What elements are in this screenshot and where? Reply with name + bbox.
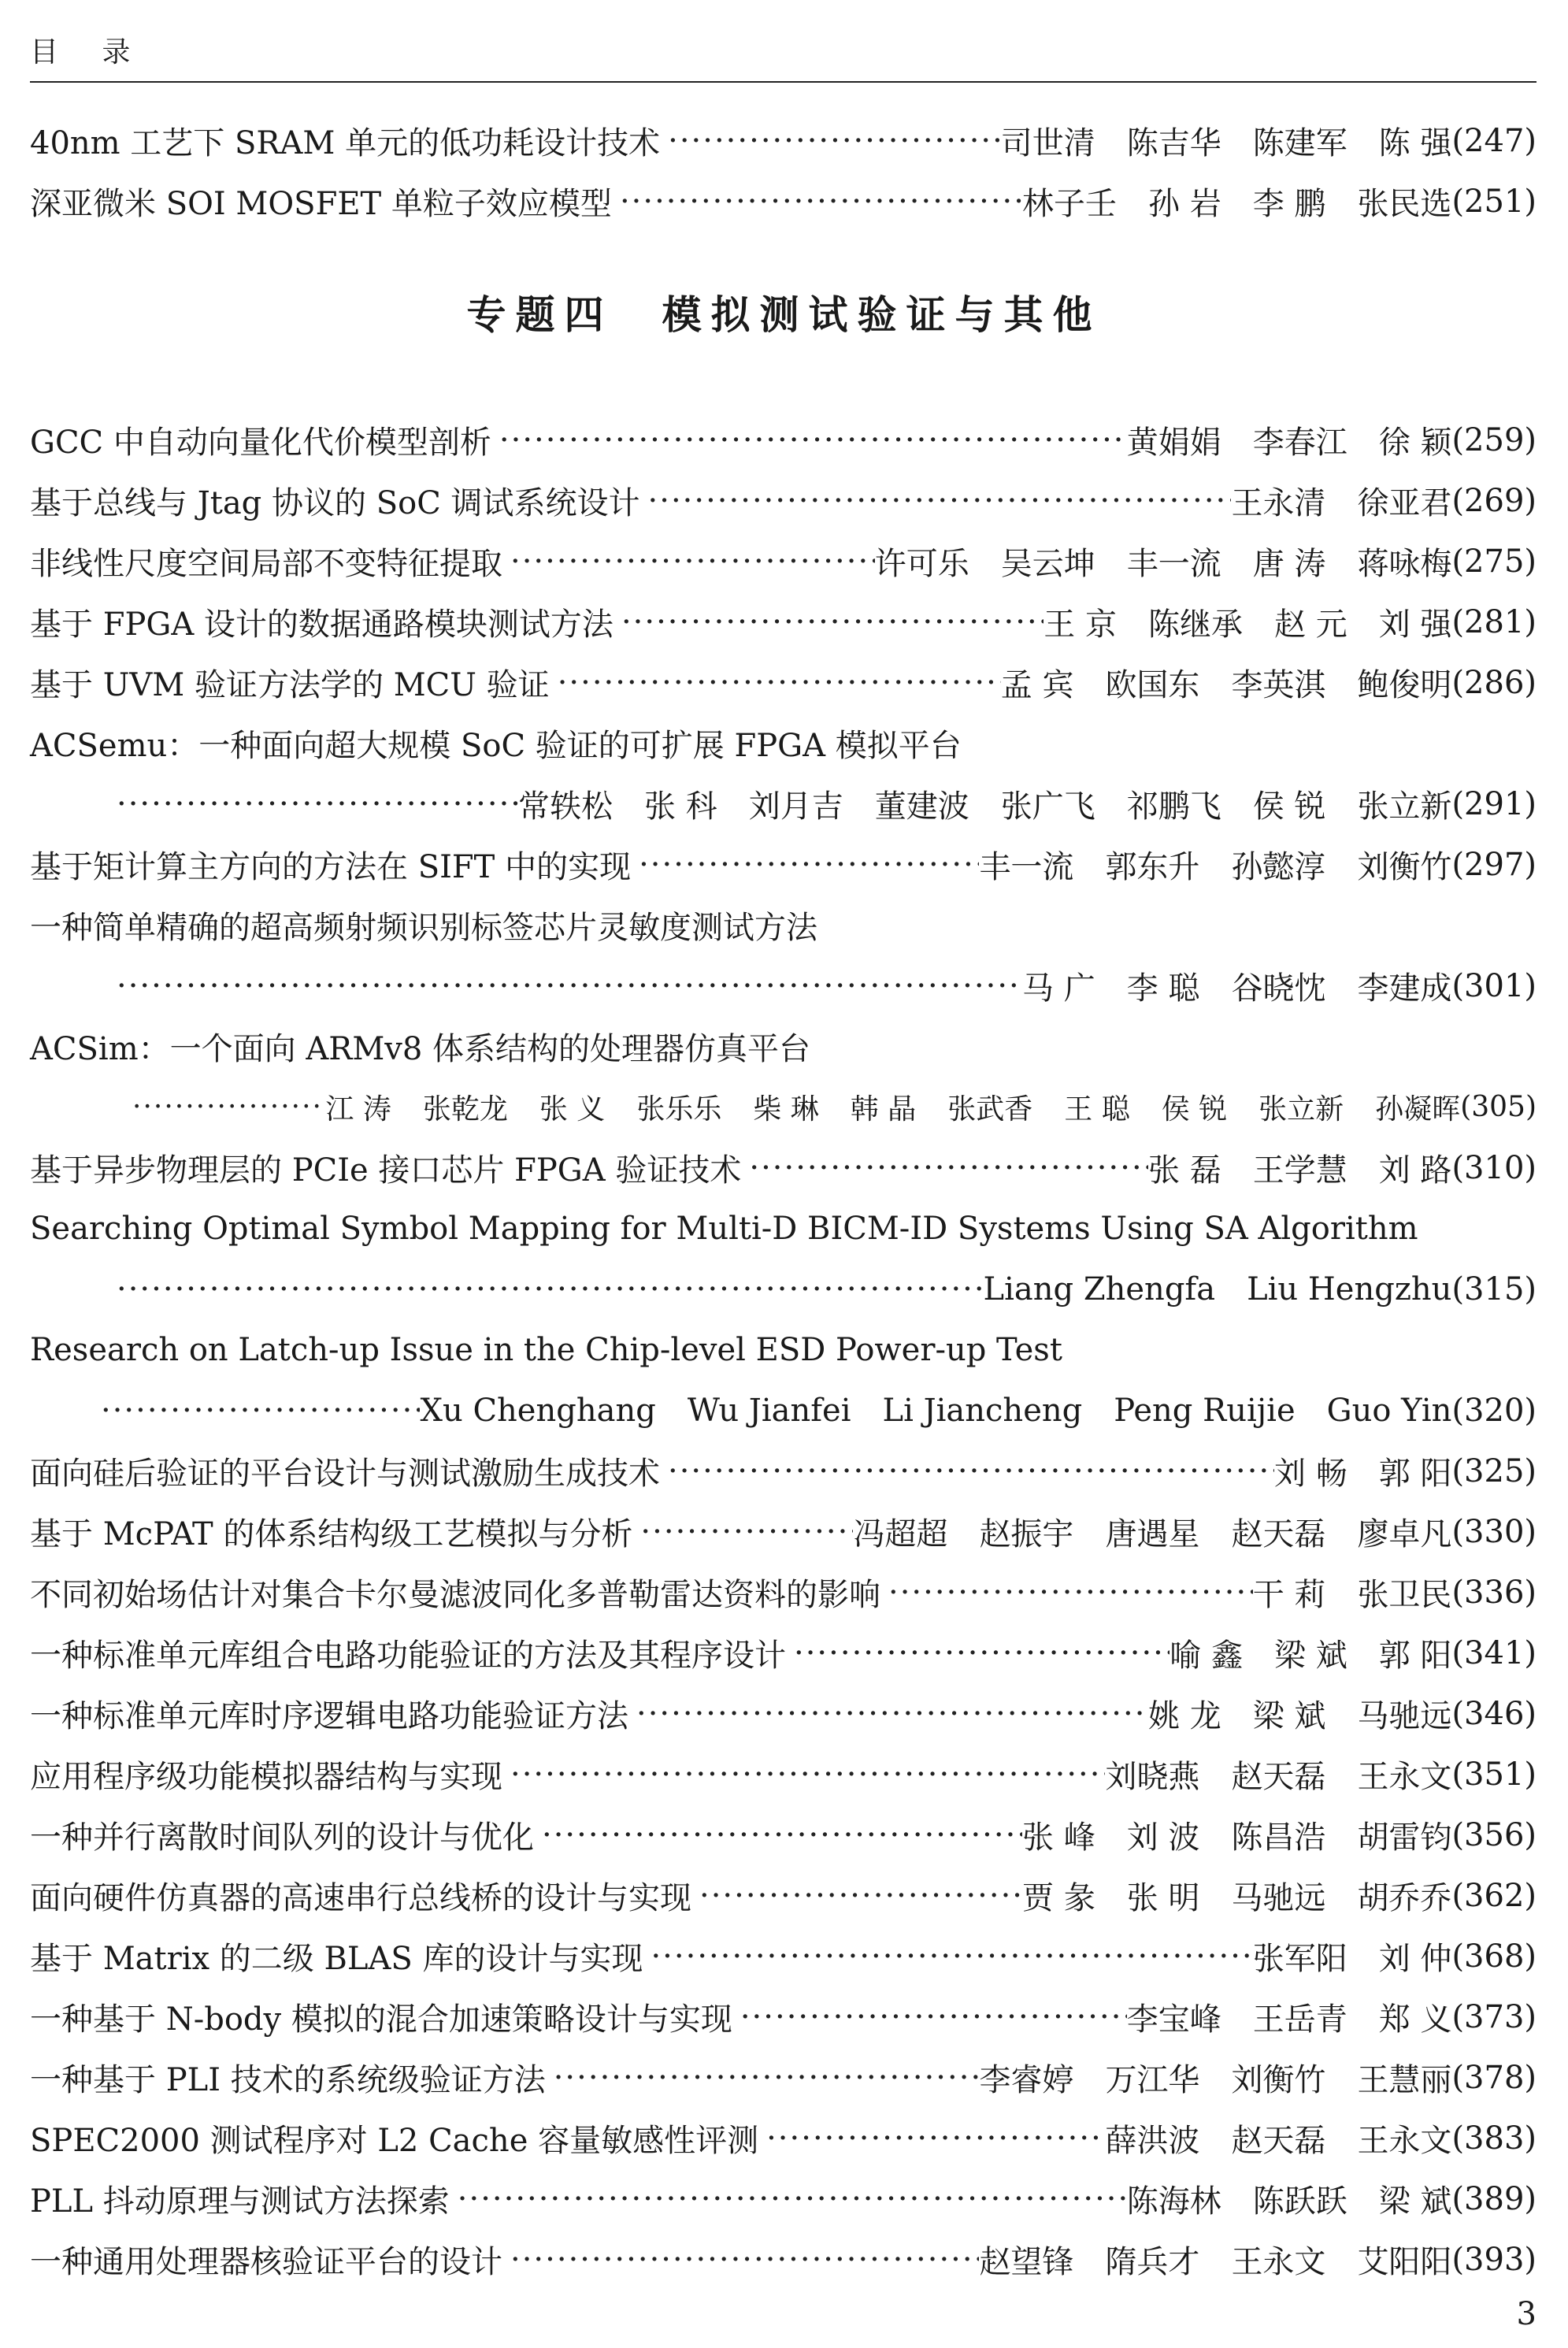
- entry-page: (373): [1451, 1998, 1536, 2035]
- entry-authors: [1105, 1752, 1451, 1797]
- entry-page: (315): [1451, 1270, 1536, 1308]
- author: 柴 琳: [753, 1093, 819, 1126]
- author: 黄娟娟: [1126, 425, 1221, 461]
- entry-authors: [1253, 1570, 1452, 1615]
- leader-dots: [491, 422, 1127, 458]
- author: 胡乔乔: [1357, 1880, 1452, 1916]
- author: Guo Yin: [1326, 1392, 1452, 1429]
- author: 王永清: [1231, 485, 1326, 521]
- leader-dots: [93, 1393, 420, 1429]
- entry-title: ACSemu：一种面向超大规模 SoC 验证的可扩展 FPGA 模拟平台: [30, 728, 962, 764]
- entry-page: (305): [1460, 1091, 1536, 1123]
- author: 李建成: [1357, 970, 1452, 1007]
- entry-page: (297): [1451, 846, 1536, 883]
- author: 侯 锐: [1252, 788, 1326, 825]
- author: 梁 斌: [1252, 1698, 1326, 1734]
- entry-title: 应用程序级功能模拟器结构与实现: [30, 1759, 502, 1795]
- entry-authors: [1001, 118, 1452, 163]
- entry-authors: [1022, 963, 1451, 1008]
- author: 常轶松: [518, 788, 613, 825]
- entry-title: 一种通用处理器核验证平台的设计: [30, 2244, 502, 2280]
- toc-entry-continuation[interactable]: [124, 1077, 1536, 1137]
- author: 李睿婷: [979, 2062, 1074, 2098]
- author: 李英淇: [1231, 667, 1326, 703]
- author: 陈海林: [1126, 2183, 1221, 2220]
- leader-dots: [502, 1756, 1105, 1793]
- toc-entry[interactable]: [30, 895, 1536, 955]
- entry-page: (269): [1451, 482, 1536, 519]
- author: 王永文: [1357, 2123, 1452, 2159]
- entry-page: (320): [1451, 1392, 1536, 1429]
- leader-dots: [502, 2242, 979, 2278]
- author: 艾阳阳: [1357, 2244, 1452, 2280]
- author: 王永文: [1357, 1759, 1452, 1795]
- toc-entry[interactable]: [30, 171, 1536, 232]
- entry-title: Research on Latch-up Issue in the Chip-level ESD Power-up Test: [30, 1331, 1062, 1368]
- entry-title: 基于 FPGA 设计的数据通路模块测试方法: [30, 606, 613, 643]
- author: 隋兵才: [1105, 2244, 1200, 2280]
- toc-entry[interactable]: [30, 1319, 1536, 1380]
- leader-dots: [612, 184, 1022, 220]
- author: 郑 义: [1378, 2001, 1452, 2038]
- entry-title: 一种简单精确的超高频射频识别标签芯片灵敏度测试方法: [30, 910, 817, 946]
- leader-dots: [109, 968, 1022, 1004]
- entry-authors: [979, 2237, 1451, 2282]
- author: 蒋咏梅: [1357, 546, 1452, 582]
- author: 张武香: [947, 1093, 1033, 1126]
- leader-dots: [502, 543, 875, 580]
- author: 张乾龙: [422, 1093, 508, 1126]
- toc-entry[interactable]: [30, 1744, 1536, 1805]
- author: 刘衡竹: [1357, 849, 1452, 885]
- entry-authors: [1231, 478, 1451, 523]
- toc-entry[interactable]: [30, 1501, 1536, 1562]
- leader-dots: [450, 2181, 1127, 2217]
- entry-title: 一种标准单元库组合电路功能验证的方法及其程序设计: [30, 1638, 786, 1674]
- author: Liu Hengzhu: [1247, 1270, 1452, 1308]
- entry-page: (301): [1451, 967, 1536, 1004]
- page-number: 3: [1516, 2296, 1536, 2332]
- leader-dots: [631, 847, 979, 883]
- author: 张 义: [539, 1093, 606, 1126]
- entry-authors: [420, 1393, 1451, 1429]
- entry-authors: [1001, 660, 1452, 705]
- entry-authors: [325, 1087, 1460, 1127]
- entry-page: (362): [1451, 1877, 1536, 1914]
- toc-entry[interactable]: [30, 470, 1536, 531]
- toc-entry[interactable]: [30, 713, 1536, 773]
- author: 刘 强: [1378, 606, 1452, 643]
- author: 侯 锐: [1161, 1093, 1228, 1126]
- entry-page: (341): [1451, 1634, 1536, 1671]
- author: 谷晓忱: [1231, 970, 1326, 1007]
- author: 王 京: [1043, 606, 1117, 643]
- entry-title: PLL 抖动原理与测试方法探索: [30, 2183, 450, 2220]
- author: 孙懿淳: [1231, 849, 1326, 885]
- author: 司世清: [1000, 125, 1095, 161]
- toc-entry[interactable]: [30, 1865, 1536, 1926]
- author: 梁 斌: [1378, 2183, 1452, 2220]
- entry-page: (325): [1451, 1452, 1536, 1489]
- author: 陈吉华: [1126, 125, 1221, 161]
- author: 张军阳: [1252, 1941, 1347, 1977]
- entry-page: (259): [1451, 421, 1536, 458]
- toc-entry-continuation[interactable]: [93, 1380, 1536, 1441]
- entry-page: (378): [1451, 2059, 1536, 2096]
- toc-entry[interactable]: [30, 110, 1536, 171]
- entry-authors: [1127, 417, 1452, 462]
- leader-dots: [660, 1453, 1274, 1489]
- toc-entry[interactable]: [30, 2108, 1536, 2168]
- entry-title: 一种标准单元库时序逻辑电路功能验证方法: [30, 1698, 628, 1734]
- author: 许可乐: [874, 546, 969, 582]
- toc-entry[interactable]: [30, 592, 1536, 652]
- author: 薛洪波: [1105, 2123, 1200, 2159]
- author: Liang Zhengfa: [983, 1270, 1216, 1308]
- author: 张广飞: [1000, 788, 1095, 825]
- author: 李宝峰: [1126, 2001, 1221, 2038]
- author: 万江华: [1105, 2062, 1200, 2098]
- leader-dots: [550, 665, 1001, 701]
- author: 王 聪: [1064, 1093, 1130, 1126]
- entry-page: (251): [1451, 183, 1536, 220]
- author: 李春江: [1252, 425, 1347, 461]
- author: 王慧丽: [1357, 2062, 1452, 2098]
- author: 冯超超: [853, 1516, 948, 1552]
- toc-entry[interactable]: [30, 410, 1536, 470]
- author: 李 聪: [1126, 970, 1200, 1007]
- entry-title: 基于矩计算主方向的方法在 SIFT 中的实现: [30, 849, 632, 885]
- author: 郭 阳: [1378, 1456, 1452, 1492]
- author: 陈跃跃: [1252, 2183, 1347, 2220]
- toc-entry[interactable]: [30, 1016, 1536, 1077]
- entry-title: 基于 UVM 验证方法学的 MCU 验证: [30, 667, 550, 703]
- author: 马驰远: [1357, 1698, 1452, 1734]
- author: 张 明: [1126, 1880, 1200, 1916]
- leader-dots: [741, 1150, 1148, 1186]
- entry-authors: [1170, 1630, 1451, 1675]
- entry-title: GCC 中自动向量化代价模型剖析: [30, 425, 491, 461]
- entry-page: (310): [1451, 1149, 1536, 1186]
- author: 张 磊: [1148, 1152, 1221, 1189]
- author: 张 峰: [1022, 1819, 1095, 1856]
- author: 郭东升: [1105, 849, 1200, 885]
- leader-dots: [632, 1514, 853, 1550]
- author: Wu Jianfei: [687, 1392, 851, 1429]
- author: 陈昌浩: [1231, 1819, 1326, 1856]
- leader-dots: [534, 1817, 1022, 1853]
- entry-title: 非线性尺度空间局部不变特征提取: [30, 546, 502, 582]
- author: 欧国东: [1105, 667, 1200, 703]
- author: 喻 鑫: [1170, 1638, 1243, 1674]
- entry-title: Searching Optimal Symbol Mapping for Multi-D BICM-ID Systems Using SA Algorithm: [30, 1210, 1418, 1247]
- toc-entry[interactable]: [30, 1986, 1536, 2047]
- author: 刘晓燕: [1105, 1759, 1200, 1795]
- author: 王学慧: [1252, 1152, 1347, 1189]
- entry-page: (368): [1451, 1938, 1536, 1975]
- leader-dots: [109, 786, 518, 822]
- author: 江 涛: [325, 1093, 391, 1126]
- entry-authors: [979, 2055, 1451, 2100]
- leader-dots: [758, 2120, 1105, 2157]
- leader-dots: [786, 1635, 1170, 1671]
- entry-title: 一种并行离散时间队列的设计与优化: [30, 1819, 534, 1856]
- leader-dots: [628, 1696, 1148, 1732]
- toc-entry-continuation[interactable]: [109, 773, 1536, 834]
- section-title: 专题四 模拟测试验证与其他: [466, 291, 1102, 338]
- author: 孙 岩: [1148, 186, 1221, 222]
- entry-title: 一种基于 PLI 技术的系统级验证方法: [30, 2062, 546, 2098]
- entry-title: 基于总线与 Jtag 协议的 SoC 调试系统设计: [30, 485, 640, 521]
- author: 唐遇星: [1105, 1516, 1200, 1552]
- toc-entry[interactable]: [30, 1623, 1536, 1683]
- entry-authors: [1043, 599, 1451, 644]
- entry-page: (383): [1451, 2120, 1536, 2157]
- toc-entry[interactable]: [30, 1137, 1536, 1198]
- author: 王岳青: [1252, 2001, 1347, 2038]
- author: 刘月吉: [748, 788, 843, 825]
- entry-authors: [1274, 1448, 1451, 1493]
- entry-page: (356): [1451, 1816, 1536, 1853]
- toc-entry[interactable]: [30, 2047, 1536, 2108]
- toc-entry[interactable]: [30, 834, 1536, 895]
- entry-title: 不同初始场估计对集合卡尔曼滤波同化多普勒雷达资料的影响: [30, 1577, 880, 1613]
- author: Peng Ruijie: [1114, 1392, 1296, 1429]
- author: 赵天磊: [1231, 1759, 1326, 1795]
- entry-page: (389): [1451, 2180, 1536, 2217]
- toc-entry[interactable]: [30, 652, 1536, 713]
- entry-page: (275): [1451, 543, 1536, 580]
- leader-dots: [732, 1999, 1127, 2035]
- author: 孟 宾: [1000, 667, 1074, 703]
- entry-page: (291): [1451, 785, 1536, 822]
- toc-entry[interactable]: [30, 1805, 1536, 1865]
- toc-entry[interactable]: [30, 1562, 1536, 1623]
- author: 徐 颖: [1378, 425, 1452, 461]
- entry-title: 一种基于 N-body 模拟的混合加速策略设计与实现: [30, 2001, 732, 2038]
- author: 赵天磊: [1231, 1516, 1326, 1552]
- leader-dots: [613, 604, 1043, 640]
- entry-title: ACSim：一个面向 ARMv8 体系结构的处理器仿真平台: [30, 1031, 811, 1067]
- author: Xu Chenghang: [420, 1392, 656, 1429]
- toc-entry[interactable]: [30, 2168, 1536, 2229]
- author: 徐亚君: [1357, 485, 1452, 521]
- entry-authors: [1022, 1873, 1451, 1918]
- author: 马驰远: [1231, 1880, 1326, 1916]
- author: 刘 仲: [1378, 1941, 1452, 1977]
- author: 鲍俊明: [1357, 667, 1452, 703]
- author: 郭 阳: [1378, 1638, 1452, 1674]
- author: 刘衡竹: [1231, 2062, 1326, 2098]
- author: 陈建军: [1252, 125, 1347, 161]
- toc-entry-continuation[interactable]: [109, 955, 1536, 1016]
- author: 祁鹏飞: [1126, 788, 1221, 825]
- entry-authors: [1148, 1691, 1451, 1736]
- entry-page: (393): [1451, 2241, 1536, 2278]
- entry-authors: [984, 1271, 1452, 1308]
- author: 张乐乐: [636, 1093, 722, 1126]
- author: 赵 元: [1274, 606, 1347, 643]
- author: 赵振宇: [979, 1516, 1074, 1552]
- author: 丰一流: [979, 849, 1074, 885]
- leader-dots: [691, 1878, 1022, 1914]
- leader-dots: [660, 123, 1001, 159]
- author: 刘 波: [1126, 1819, 1200, 1856]
- author: 王永文: [1231, 2244, 1326, 2280]
- entry-page: (346): [1451, 1695, 1536, 1732]
- author: 廖卓凡: [1357, 1516, 1452, 1552]
- author: 孙凝晖: [1375, 1093, 1461, 1126]
- author: 赵天磊: [1231, 2123, 1326, 2159]
- entry-page: (281): [1451, 603, 1536, 640]
- author: 张立新: [1357, 788, 1452, 825]
- leader-dots: [109, 1271, 984, 1308]
- entry-authors: [1105, 2116, 1451, 2161]
- author: 陈 强: [1378, 125, 1452, 161]
- author: 张 科: [644, 788, 717, 825]
- entry-authors: [1127, 1994, 1452, 2039]
- entry-title: 基于异步物理层的 PCIe 接口芯片 FPGA 验证技术: [30, 1152, 742, 1189]
- entry-title: 40nm 工艺下 SRAM 单元的低功耗设计技术: [30, 125, 661, 161]
- author: 贾 彖: [1022, 1880, 1095, 1916]
- toc-entry[interactable]: [30, 1683, 1536, 1744]
- author: 赵望锋: [979, 2244, 1074, 2280]
- entry-authors: [1022, 179, 1451, 224]
- entry-page: (336): [1451, 1574, 1536, 1611]
- entry-title: 深亚微米 SOI MOSFET 单粒子效应模型: [30, 186, 612, 222]
- entry-title: 基于 Matrix 的二级 BLAS 库的设计与实现: [30, 1941, 643, 1977]
- toc-entry[interactable]: [30, 1441, 1536, 1501]
- leader-dots: [880, 1575, 1253, 1611]
- toc-entry[interactable]: [30, 2229, 1536, 2290]
- entry-page: (286): [1451, 664, 1536, 701]
- author: 林子壬: [1022, 186, 1117, 222]
- entry-authors: [1253, 1934, 1452, 1979]
- author: 吴云坤: [1000, 546, 1095, 582]
- toc-entry[interactable]: [30, 1198, 1536, 1259]
- toc-entry[interactable]: [30, 1926, 1536, 1986]
- leader-dots: [640, 483, 1232, 519]
- author: 李 鹏: [1252, 186, 1326, 222]
- author: 董建波: [874, 788, 969, 825]
- author: 胡雷钧: [1357, 1819, 1452, 1856]
- leader-dots: [124, 1091, 325, 1123]
- header-label: 目 录: [30, 36, 148, 69]
- entry-page: (247): [1451, 122, 1536, 159]
- entry-authors: [853, 1509, 1451, 1554]
- entry-authors: [1127, 2176, 1452, 2221]
- entry-authors: [518, 781, 1451, 826]
- entry-page: (330): [1451, 1513, 1536, 1550]
- entry-authors: [1148, 1145, 1451, 1190]
- author: 梁 斌: [1274, 1638, 1347, 1674]
- entry-title: 面向硅后验证的平台设计与测试激励生成技术: [30, 1456, 660, 1492]
- author: 姚 龙: [1148, 1698, 1221, 1734]
- leader-dots: [546, 2060, 980, 2096]
- leader-dots: [643, 1938, 1252, 1975]
- author: 陈继承: [1148, 606, 1243, 643]
- entry-page: (351): [1451, 1756, 1536, 1793]
- author: 丰一流: [1126, 546, 1221, 582]
- author: Li Jiancheng: [882, 1392, 1083, 1429]
- author: 张民选: [1357, 186, 1452, 222]
- author: 韩 晶: [850, 1093, 917, 1126]
- header-rule: [30, 81, 1536, 83]
- author: 刘 路: [1378, 1152, 1452, 1189]
- entry-authors: [979, 842, 1451, 887]
- entry-authors: [875, 539, 1452, 584]
- toc-entry-continuation[interactable]: [109, 1259, 1536, 1319]
- entry-title: 基于 McPAT 的体系结构级工艺模拟与分析: [30, 1516, 633, 1552]
- toc-entry[interactable]: [30, 531, 1536, 592]
- author: 刘 畅: [1274, 1456, 1347, 1492]
- author: 张卫民: [1357, 1577, 1452, 1613]
- author: 张立新: [1258, 1093, 1344, 1126]
- entry-authors: [1022, 1812, 1451, 1857]
- entry-title: SPEC2000 测试程序对 L2 Cache 容量敏感性评测: [30, 2123, 759, 2159]
- author: 唐 涛: [1252, 546, 1326, 582]
- author: 马 广: [1022, 970, 1095, 1007]
- author: 干 莉: [1252, 1577, 1326, 1613]
- entry-title: 面向硬件仿真器的高速串行总线桥的设计与实现: [30, 1880, 691, 1916]
